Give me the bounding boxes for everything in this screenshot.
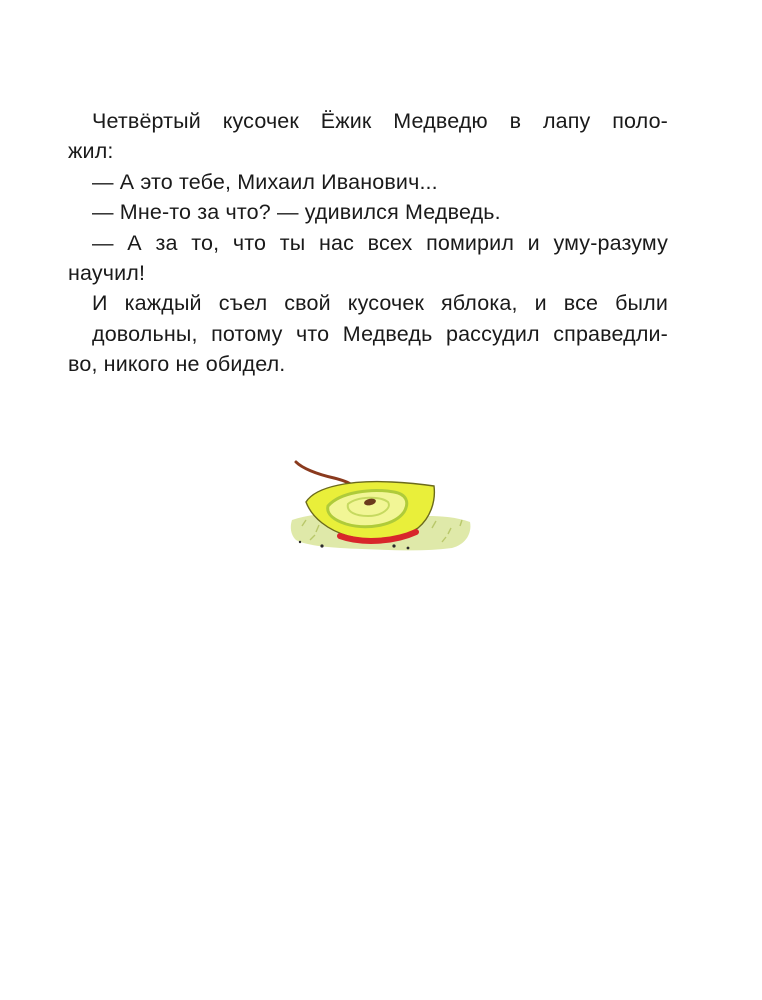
text-line: — А за то, что ты нас всех помирил и уму-разуму [92, 230, 668, 255]
text-line: жил: [68, 139, 114, 164]
paragraph-1 [68, 106, 668, 167]
apple-core-ring [328, 491, 407, 527]
text-line: довольны, потому что Медведь рассудил справедли- [92, 321, 668, 346]
text-line: Четвёртый кусочек Ёжик Медведю в лапу поло- [92, 109, 668, 133]
text-line: во, никого не обидел. [68, 352, 286, 377]
paragraph-3 [68, 197, 668, 227]
paragraph-5 [68, 288, 668, 379]
ground-speck [407, 547, 410, 550]
text-line: — А это тебе, Михаил Иванович... [92, 169, 438, 194]
apple-slice-illustration [282, 452, 482, 560]
ground-speck [299, 541, 301, 543]
text-line: научил! [68, 261, 146, 286]
text-line: — Мне-то за что? — удивился Медведь. [92, 200, 501, 225]
paragraph-4 [68, 228, 668, 289]
paragraph-2 [68, 167, 668, 197]
apple-stem [296, 462, 352, 485]
story-text [68, 106, 668, 380]
text-line: И каждый съел свой кусочек яблока, и все были [92, 291, 668, 316]
ground-speck [392, 544, 395, 547]
ground-speck [320, 544, 323, 547]
apple-slice-icon [282, 452, 482, 560]
